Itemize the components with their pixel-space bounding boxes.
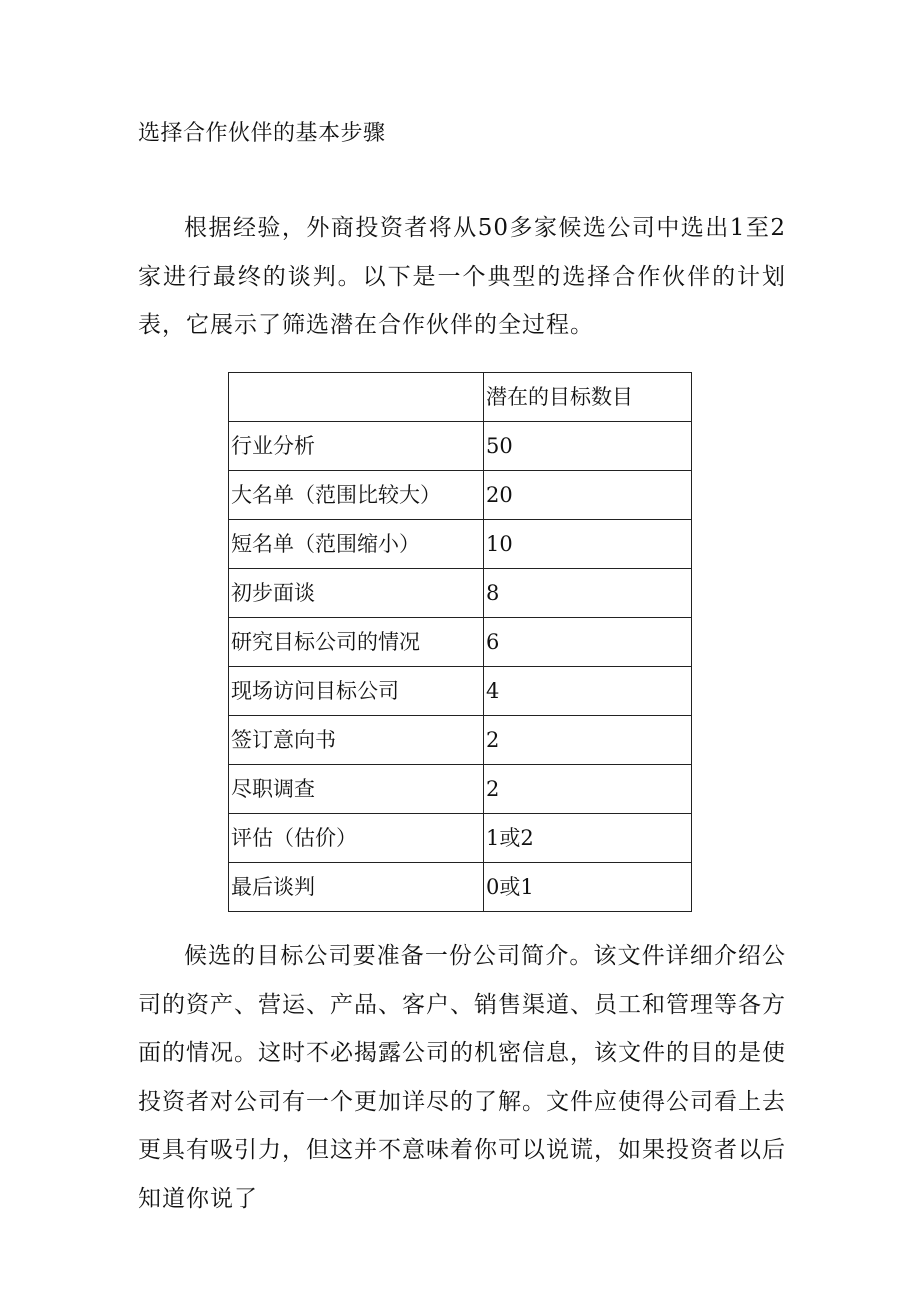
- table-row: [229, 765, 692, 814]
- table-cell-count: 2: [484, 716, 692, 765]
- table-header-cell: 潜在的目标数目: [484, 373, 692, 422]
- document-title: 选择合作伙伴的基本步骤: [138, 121, 386, 146]
- table-cell-count: 10: [484, 520, 692, 569]
- table-cell-step: 评估（估价）: [229, 814, 484, 863]
- table-row: [229, 422, 692, 471]
- table-row: [229, 716, 692, 765]
- table-cell-step: 大名单（范围比较大）: [229, 471, 484, 520]
- table-cell-step: 研究目标公司的情况: [229, 618, 484, 667]
- table-cell-count: 8: [484, 569, 692, 618]
- table-row: [229, 667, 692, 716]
- table-cell-step: 初步面谈: [229, 569, 484, 618]
- table-cell-count: 50: [484, 422, 692, 471]
- intro-paragraph: 根据经验，外商投资者将从50多家候选公司中选出1至2家进行最终的谈判。以下是一个典型的选择合作伙伴的计划表，它展示了筛选潜在合作伙伴的全过程。: [138, 215, 786, 338]
- table-row: [229, 618, 692, 667]
- body-paragraph: 候选的目标公司要准备一份公司简介。该文件详细介绍公司的资产、营运、产品、客户、销售渠道、员工和管理等各方面的情况。这时不必揭露公司的机密信息，该文件的目的是使投资者对公司有一个更加详尽的了解。文件应使得公司看上去更具有吸引力，但这并不意味着你可以说谎，如果投资者以后知道你说了: [138, 943, 786, 1212]
- table-cell-count: 20: [484, 471, 692, 520]
- table-cell-step: 最后谈判: [229, 863, 484, 912]
- table-row: [229, 569, 692, 618]
- table-header-cell: [229, 373, 484, 422]
- table-cell-step: 行业分析: [229, 422, 484, 471]
- table-cell-count: 2: [484, 765, 692, 814]
- table-row: [229, 863, 692, 912]
- table-header-row: [229, 373, 692, 422]
- table-cell-count: 4: [484, 667, 692, 716]
- table-cell-step: 签订意向书: [229, 716, 484, 765]
- partner-selection-table: [228, 372, 692, 912]
- table-cell-step: 尽职调查: [229, 765, 484, 814]
- table-cell-count: 0或1: [484, 863, 692, 912]
- table-cell-count: 1或2: [484, 814, 692, 863]
- table-row: [229, 814, 692, 863]
- table-row: [229, 471, 692, 520]
- table-row: [229, 520, 692, 569]
- table-cell-count: 6: [484, 618, 692, 667]
- table-cell-step: 现场访问目标公司: [229, 667, 484, 716]
- table-cell-step: 短名单（范围缩小）: [229, 520, 484, 569]
